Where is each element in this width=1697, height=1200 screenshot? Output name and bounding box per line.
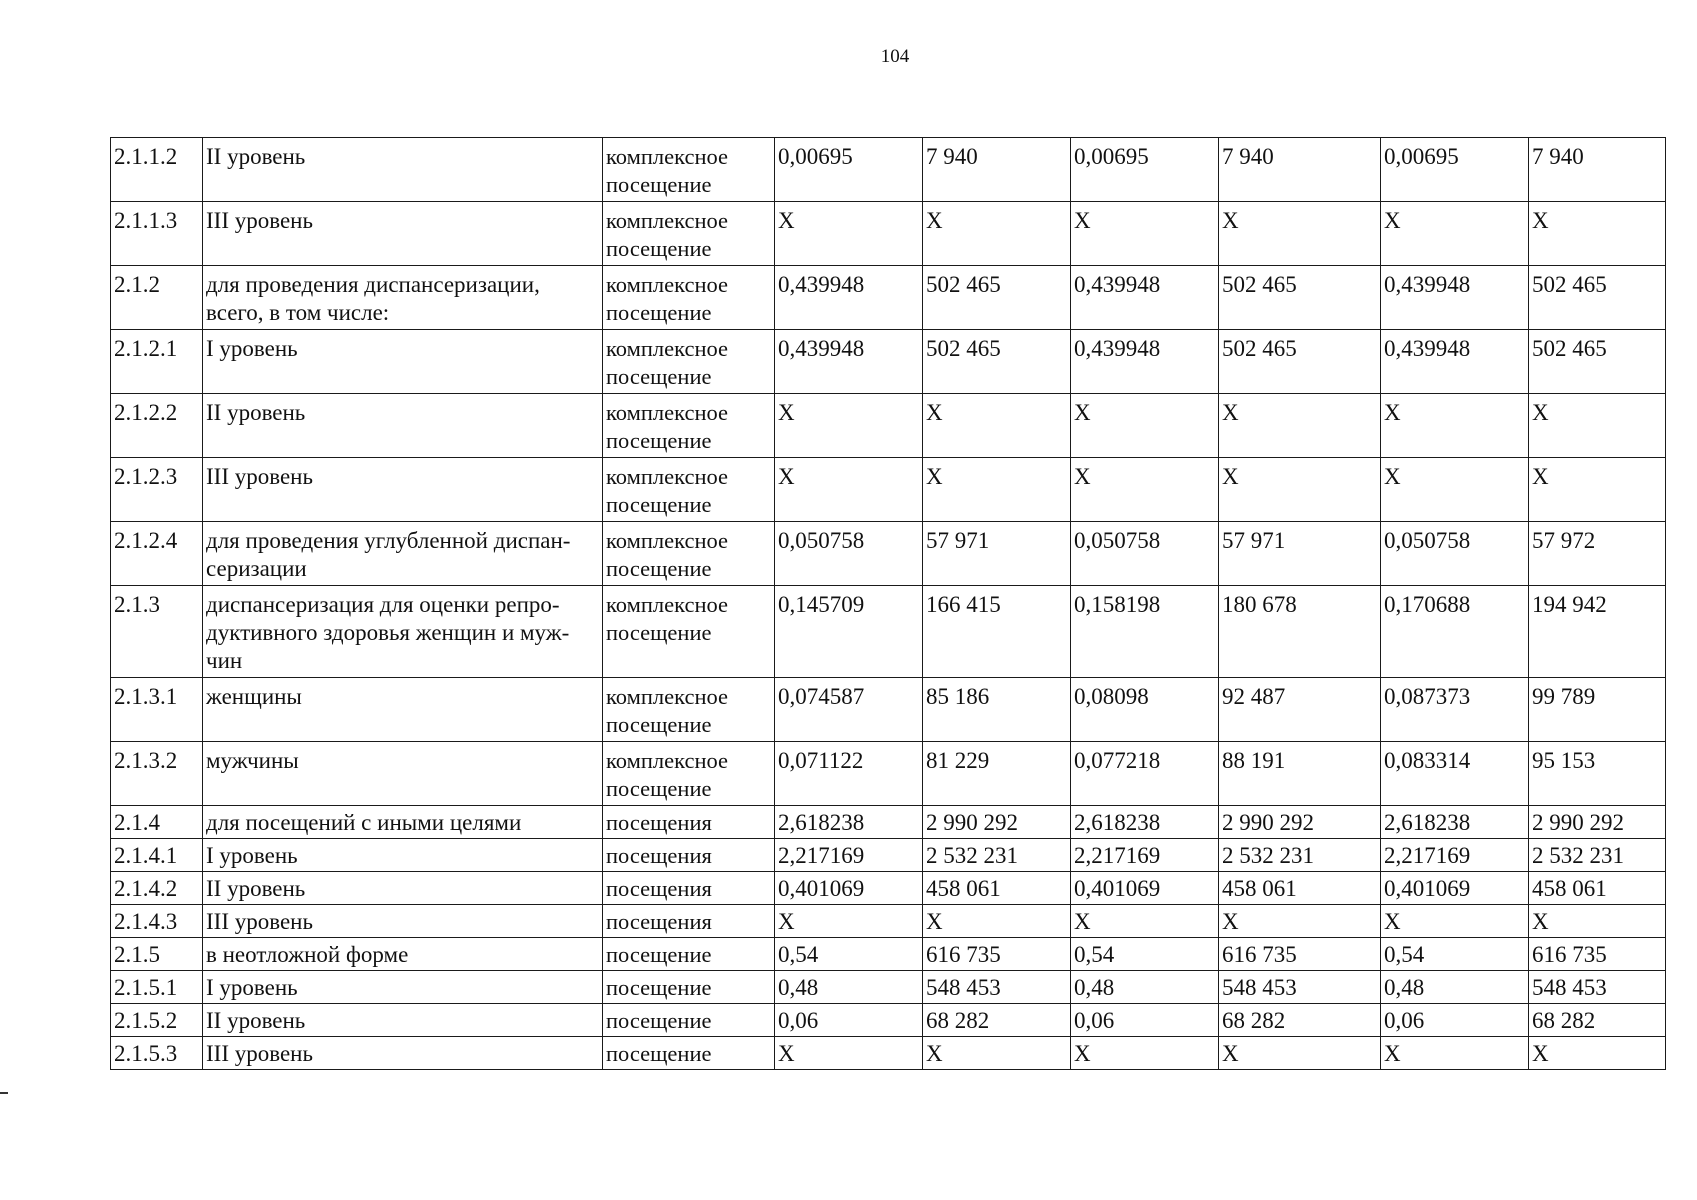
row-name-cell: для посещений с иными целями [203, 806, 603, 839]
value-cell-4: 616 735 [1219, 938, 1381, 971]
value-cell-4: 2 990 292 [1219, 806, 1381, 839]
row-unit-cell: комплексное посещение [603, 742, 775, 806]
value-cell-1: 0,439948 [775, 330, 923, 394]
value-cell-6: X [1529, 202, 1666, 266]
value-cell-3: 0,401069 [1071, 872, 1219, 905]
value-cell-2: 166 415 [923, 586, 1071, 678]
value-cell-4: X [1219, 1037, 1381, 1070]
table-row [111, 586, 1666, 678]
value-cell-2: X [923, 394, 1071, 458]
page-number: 104 [880, 46, 910, 67]
row-unit-cell: комплексное посещение [603, 202, 775, 266]
value-cell-6: 68 282 [1529, 1004, 1666, 1037]
row-name-cell: II уровень [203, 394, 603, 458]
value-cell-4: 88 191 [1219, 742, 1381, 806]
row-code-cell: 2.1.4.1 [111, 839, 203, 872]
value-cell-4: 502 465 [1219, 266, 1381, 330]
table-row [111, 266, 1666, 330]
table-row [111, 839, 1666, 872]
value-cell-2: 68 282 [923, 1004, 1071, 1037]
value-cell-6: 194 942 [1529, 586, 1666, 678]
value-cell-3: X [1071, 905, 1219, 938]
value-cell-6: X [1529, 394, 1666, 458]
row-name-cell: для проведения углубленной диспан-серизации [203, 522, 603, 586]
value-cell-5: 2,217169 [1381, 839, 1529, 872]
value-cell-3: 2,618238 [1071, 806, 1219, 839]
row-unit-cell: комплексное посещение [603, 266, 775, 330]
row-unit-cell: комплексное посещение [603, 586, 775, 678]
value-cell-5: 0,00695 [1381, 138, 1529, 202]
row-unit-cell: посещение [603, 1004, 775, 1037]
value-cell-6: 57 972 [1529, 522, 1666, 586]
table-row [111, 971, 1666, 1004]
value-cell-4: 548 453 [1219, 971, 1381, 1004]
row-code-cell: 2.1.4 [111, 806, 203, 839]
row-name-cell: женщины [203, 678, 603, 742]
value-cell-4: 57 971 [1219, 522, 1381, 586]
table-row [111, 138, 1666, 202]
value-cell-1: 0,00695 [775, 138, 923, 202]
value-cell-2: 458 061 [923, 872, 1071, 905]
row-code-cell: 2.1.4.3 [111, 905, 203, 938]
value-cell-4: 7 940 [1219, 138, 1381, 202]
value-cell-2: 2 990 292 [923, 806, 1071, 839]
row-code-cell: 2.1.2 [111, 266, 203, 330]
value-cell-3: X [1071, 458, 1219, 522]
row-name-cell: I уровень [203, 330, 603, 394]
table-body [111, 138, 1666, 1070]
value-cell-2: 7 940 [923, 138, 1071, 202]
value-cell-2: 548 453 [923, 971, 1071, 1004]
row-name-cell: III уровень [203, 458, 603, 522]
row-unit-cell: комплексное посещение [603, 458, 775, 522]
row-code-cell: 2.1.5 [111, 938, 203, 971]
value-cell-6: X [1529, 458, 1666, 522]
value-cell-3: X [1071, 1037, 1219, 1070]
table-row [111, 905, 1666, 938]
value-cell-2: X [923, 202, 1071, 266]
value-cell-4: X [1219, 394, 1381, 458]
value-cell-5: 0,06 [1381, 1004, 1529, 1037]
value-cell-4: 180 678 [1219, 586, 1381, 678]
row-name-cell: в неотложной форме [203, 938, 603, 971]
value-cell-2: X [923, 458, 1071, 522]
value-cell-6: 502 465 [1529, 330, 1666, 394]
value-cell-2: 85 186 [923, 678, 1071, 742]
row-name-cell: III уровень [203, 202, 603, 266]
row-name-cell: для проведения диспансеризации, всего, в том числе: [203, 266, 603, 330]
value-cell-3: 2,217169 [1071, 839, 1219, 872]
value-cell-6: 458 061 [1529, 872, 1666, 905]
row-code-cell: 2.1.2.2 [111, 394, 203, 458]
value-cell-5: 0,087373 [1381, 678, 1529, 742]
value-cell-3: 0,050758 [1071, 522, 1219, 586]
table-row [111, 458, 1666, 522]
value-cell-5: X [1381, 458, 1529, 522]
row-code-cell: 2.1.5.3 [111, 1037, 203, 1070]
value-cell-3: 0,077218 [1071, 742, 1219, 806]
value-cell-4: 502 465 [1219, 330, 1381, 394]
row-unit-cell: посещения [603, 839, 775, 872]
row-name-cell: диспансеризация для оценки репро-дуктивного здоровья женщин и муж-чин [203, 586, 603, 678]
value-cell-5: 0,083314 [1381, 742, 1529, 806]
value-cell-5: 0,401069 [1381, 872, 1529, 905]
row-name-cell: мужчины [203, 742, 603, 806]
value-cell-3: 0,54 [1071, 938, 1219, 971]
value-cell-5: X [1381, 202, 1529, 266]
value-cell-3: X [1071, 202, 1219, 266]
value-cell-5: 2,618238 [1381, 806, 1529, 839]
row-code-cell: 2.1.1.2 [111, 138, 203, 202]
value-cell-4: X [1219, 458, 1381, 522]
value-cell-1: 0,439948 [775, 266, 923, 330]
row-unit-cell: посещения [603, 806, 775, 839]
value-cell-1: 0,06 [775, 1004, 923, 1037]
value-cell-1: 0,54 [775, 938, 923, 971]
table-row [111, 1004, 1666, 1037]
table-row [111, 678, 1666, 742]
value-cell-4: X [1219, 202, 1381, 266]
value-cell-5: 0,439948 [1381, 266, 1529, 330]
value-cell-1: X [775, 458, 923, 522]
value-cell-3: 0,06 [1071, 1004, 1219, 1037]
row-name-cell: I уровень [203, 971, 603, 1004]
value-cell-4: X [1219, 905, 1381, 938]
value-cell-1: 0,074587 [775, 678, 923, 742]
value-cell-2: 81 229 [923, 742, 1071, 806]
value-cell-5: 0,54 [1381, 938, 1529, 971]
value-cell-4: 458 061 [1219, 872, 1381, 905]
row-unit-cell: комплексное посещение [603, 138, 775, 202]
value-cell-3: 0,158198 [1071, 586, 1219, 678]
row-name-cell: II уровень [203, 1004, 603, 1037]
value-cell-6: 95 153 [1529, 742, 1666, 806]
value-cell-3: 0,439948 [1071, 330, 1219, 394]
row-name-cell: III уровень [203, 1037, 603, 1070]
value-cell-4: 68 282 [1219, 1004, 1381, 1037]
table-row [111, 938, 1666, 971]
row-code-cell: 2.1.2.3 [111, 458, 203, 522]
row-unit-cell: посещение [603, 1037, 775, 1070]
value-cell-1: 0,050758 [775, 522, 923, 586]
value-cell-5: 0,170688 [1381, 586, 1529, 678]
value-cell-2: 502 465 [923, 330, 1071, 394]
value-cell-2: X [923, 905, 1071, 938]
value-cell-2: 57 971 [923, 522, 1071, 586]
row-code-cell: 2.1.5.1 [111, 971, 203, 1004]
value-cell-1: X [775, 905, 923, 938]
value-cell-1: 0,401069 [775, 872, 923, 905]
value-cell-5: X [1381, 394, 1529, 458]
value-cell-3: 0,439948 [1071, 266, 1219, 330]
row-unit-cell: посещение [603, 971, 775, 1004]
row-code-cell: 2.1.2.1 [111, 330, 203, 394]
value-cell-6: 502 465 [1529, 266, 1666, 330]
value-cell-1: X [775, 394, 923, 458]
row-code-cell: 2.1.3 [111, 586, 203, 678]
row-code-cell: 2.1.3.1 [111, 678, 203, 742]
row-name-cell: III уровень [203, 905, 603, 938]
margin-mark [0, 1092, 8, 1094]
value-cell-1: X [775, 202, 923, 266]
value-cell-1: 2,618238 [775, 806, 923, 839]
value-cell-1: X [775, 1037, 923, 1070]
row-unit-cell: комплексное посещение [603, 678, 775, 742]
value-cell-2: 2 532 231 [923, 839, 1071, 872]
value-cell-1: 0,145709 [775, 586, 923, 678]
value-cell-5: 0,48 [1381, 971, 1529, 1004]
row-unit-cell: комплексное посещение [603, 522, 775, 586]
value-cell-6: X [1529, 905, 1666, 938]
table-row [111, 394, 1666, 458]
value-cell-1: 0,48 [775, 971, 923, 1004]
row-code-cell: 2.1.5.2 [111, 1004, 203, 1037]
table-row [111, 522, 1666, 586]
row-code-cell: 2.1.2.4 [111, 522, 203, 586]
value-cell-6: 548 453 [1529, 971, 1666, 1004]
value-cell-6: 99 789 [1529, 678, 1666, 742]
table-row [111, 742, 1666, 806]
row-code-cell: 2.1.3.2 [111, 742, 203, 806]
value-cell-4: 92 487 [1219, 678, 1381, 742]
value-cell-2: 502 465 [923, 266, 1071, 330]
value-cell-5: 0,439948 [1381, 330, 1529, 394]
value-cell-6: 616 735 [1529, 938, 1666, 971]
value-cell-1: 0,071122 [775, 742, 923, 806]
row-unit-cell: комплексное посещение [603, 330, 775, 394]
row-code-cell: 2.1.1.3 [111, 202, 203, 266]
value-cell-6: X [1529, 1037, 1666, 1070]
row-unit-cell: посещение [603, 938, 775, 971]
value-cell-5: 0,050758 [1381, 522, 1529, 586]
row-name-cell: II уровень [203, 872, 603, 905]
value-cell-2: 616 735 [923, 938, 1071, 971]
value-cell-6: 2 532 231 [1529, 839, 1666, 872]
value-cell-1: 2,217169 [775, 839, 923, 872]
value-cell-3: X [1071, 394, 1219, 458]
row-name-cell: I уровень [203, 839, 603, 872]
value-cell-3: 0,00695 [1071, 138, 1219, 202]
table-row [111, 1037, 1666, 1070]
table-row [111, 202, 1666, 266]
table-row [111, 806, 1666, 839]
row-code-cell: 2.1.4.2 [111, 872, 203, 905]
row-unit-cell: посещения [603, 905, 775, 938]
row-name-cell: II уровень [203, 138, 603, 202]
row-unit-cell: комплексное посещение [603, 394, 775, 458]
value-cell-6: 2 990 292 [1529, 806, 1666, 839]
table-row [111, 330, 1666, 394]
table-row [111, 872, 1666, 905]
value-cell-5: X [1381, 905, 1529, 938]
value-cell-3: 0,08098 [1071, 678, 1219, 742]
row-unit-cell: посещения [603, 872, 775, 905]
value-cell-3: 0,48 [1071, 971, 1219, 1004]
value-cell-6: 7 940 [1529, 138, 1666, 202]
value-cell-4: 2 532 231 [1219, 839, 1381, 872]
value-cell-2: X [923, 1037, 1071, 1070]
data-table [110, 137, 1666, 1070]
value-cell-5: X [1381, 1037, 1529, 1070]
